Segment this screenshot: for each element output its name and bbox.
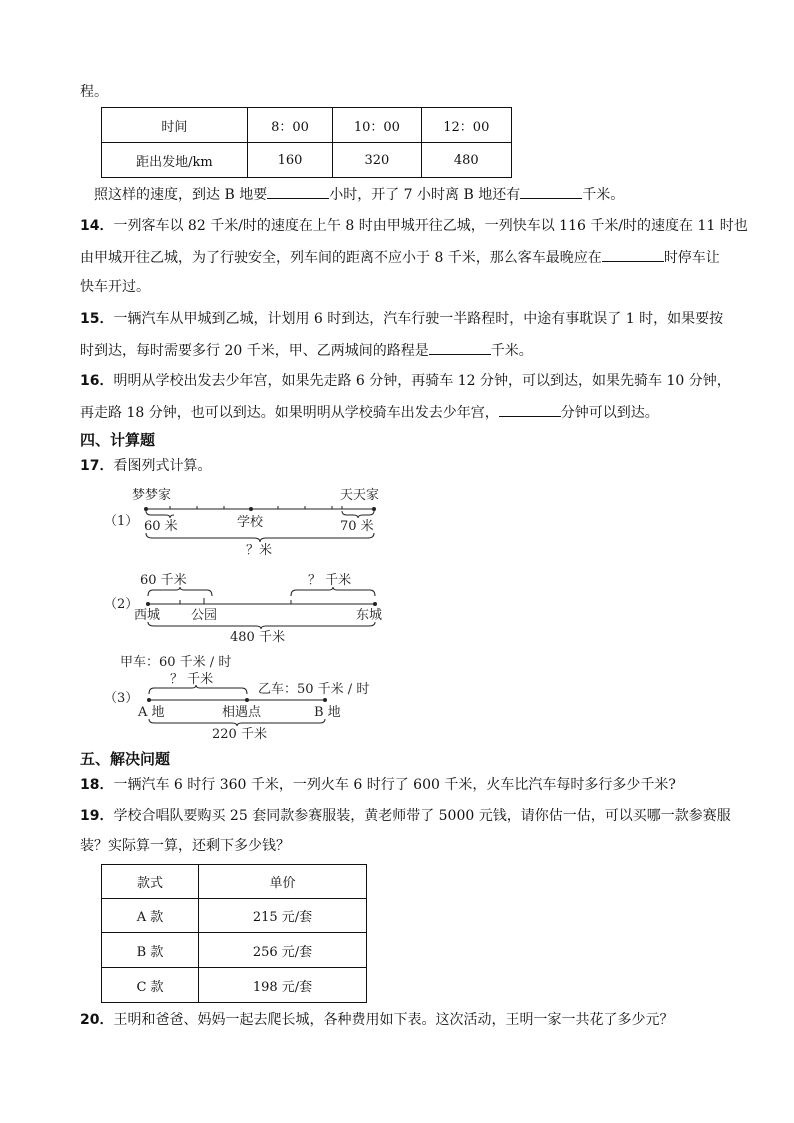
- table-cell: 320: [333, 143, 421, 178]
- table-cell: 160: [247, 143, 332, 178]
- question-17: 17．看图列式计算。: [80, 458, 212, 474]
- diagram-text: 220 千米: [212, 727, 267, 742]
- diagram-text: B 地: [314, 705, 341, 720]
- diagram-text: 480 千米: [230, 630, 285, 645]
- table-cell: 8：00: [247, 108, 332, 143]
- table-cell: 198 元/套: [199, 968, 367, 1003]
- diagram-text: 相遇点: [222, 705, 262, 720]
- question-15-line1: 15．一辆汽车从甲城到乙城，计划用 6 时到达，汽车行驶一半路程时，中途有事耽误了 1 时，如果要按: [80, 311, 724, 327]
- question-16-line2: 再走路 18 分钟，也可以到达。如果明明从学校骑车出发去少年宫， 分钟可以到达。: [80, 402, 659, 423]
- answer-blank[interactable]: [267, 184, 329, 199]
- question-15-line2: 时到达，每时需要多行 20 千米，甲、乙两城间的路程是 千米。: [80, 340, 533, 361]
- diagram-text: 70 米: [340, 519, 374, 534]
- diagram-text: ？米: [246, 543, 273, 558]
- table-cell: 215 元/套: [199, 899, 367, 933]
- diagram-text: 公园: [191, 608, 218, 623]
- question-14-line1: 14．一列客车以 82 千米/时的速度在上午 8 时由甲城开往乙城，一列快车以 116 千米/时的速度在 11 时也: [80, 218, 748, 234]
- question-19-line1: 19．学校合唱队要购买 25 套同款参赛服装，黄老师带了 5000 元钱，请你估一估，可以买哪一款参赛服: [80, 808, 731, 824]
- question-20: 20．王明和爸爸、妈妈一起去爬长城，各种费用如下表。这次活动，王明一家一共花了多少元？: [80, 1012, 674, 1028]
- question-14-line3: 快车开过。: [80, 279, 150, 295]
- diagram-label: （1）: [104, 514, 139, 529]
- section-heading: 五、解决问题: [80, 750, 171, 768]
- diagram-text: 甲车：60 千米 / 时: [120, 655, 232, 670]
- question-18: 18．一辆汽车 6 时行 360 千米，一列火车 6 时行了 600 千米，火车比汽车每时多行多少千米?: [80, 777, 676, 793]
- section-heading: 四、计算题: [80, 431, 156, 449]
- time-distance-table: [101, 107, 512, 178]
- question-16-line1: 16．明明从学校出发去少年宫，如果先走路 6 分钟，再骑车 12 分钟，可以到达，如果先骑车 10 分钟，: [80, 373, 731, 389]
- table-cell: 10：00: [333, 108, 421, 143]
- diagram-text: 西城: [134, 608, 161, 623]
- question-19-line2: 装？实际算一算，还剩下多少钱？: [80, 838, 290, 854]
- diagram-text: A 地: [138, 705, 165, 720]
- table-cell: B 款: [102, 933, 199, 968]
- answer-blank[interactable]: [602, 247, 664, 262]
- table-header-cell: 款式: [102, 865, 199, 899]
- diagram-text: 梦梦家: [132, 488, 172, 503]
- diagram-text: ？ 千米: [170, 672, 214, 687]
- table-header-cell: 单价: [199, 865, 367, 899]
- diagram-text: 60 千米: [140, 573, 187, 588]
- prev-question-tail: 程。: [80, 84, 108, 100]
- line-diagram-2: [96, 566, 406, 648]
- table-cell: 时间: [102, 108, 248, 143]
- diagram-label: （3）: [104, 691, 139, 706]
- table-cell: 480: [421, 143, 511, 178]
- diagram-text: 学校: [237, 515, 264, 530]
- line-diagram-3: [96, 650, 406, 745]
- answer-blank[interactable]: [429, 340, 491, 355]
- table-cell: 12：00: [421, 108, 511, 143]
- question-13-sentence: 照这样的速度，到达 B 地要 小时，开了 7 小时离 B 地还有 千米。: [94, 184, 624, 205]
- table-cell: 256 元/套: [199, 933, 367, 968]
- diagram-text: ？ 千米: [308, 573, 352, 588]
- table-cell: C 款: [102, 968, 199, 1003]
- diagram-text: 60 米: [144, 519, 178, 534]
- diagram-text: 天天家: [340, 488, 380, 503]
- table-cell: 距出发地/km: [102, 143, 248, 178]
- diagram-text: 乙车：50 千米 / 时: [258, 682, 370, 697]
- answer-blank[interactable]: [520, 184, 582, 199]
- diagram-text: 东城: [356, 608, 383, 623]
- price-table: [101, 864, 367, 1003]
- answer-blank[interactable]: [499, 402, 561, 417]
- line-diagram-1: [96, 480, 406, 562]
- table-cell: A 款: [102, 899, 199, 933]
- diagram-label: （2）: [104, 597, 139, 612]
- question-14-line2: 由甲城开往乙城，为了行驶安全，列车间的距离不应小于 8 千米，那么客车最晚应在 时停车让: [80, 247, 720, 268]
